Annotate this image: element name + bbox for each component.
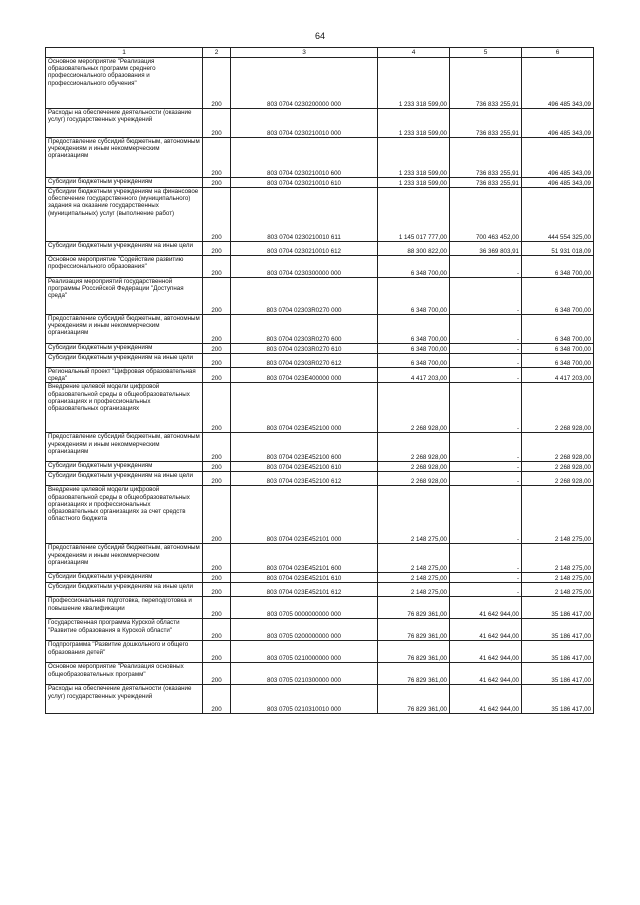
row-name-cell: Государственная программа Курской области "Развитие образования в Курской области" — [46, 619, 203, 641]
row-code-cell: 803 0704 02303R0270 600 — [231, 315, 378, 344]
row-value-4-cell: 4 417 203,00 — [378, 368, 450, 383]
row-name-cell: Субсидии бюджетным учреждениям на иные цели — [46, 583, 203, 597]
table-row — [46, 354, 594, 368]
row-column-2-cell: 200 — [203, 383, 231, 433]
row-value-5-cell: 41 642 944,00 — [450, 663, 522, 685]
row-value-6-cell: 6 348 700,00 — [522, 354, 594, 368]
row-column-2-cell: 200 — [203, 573, 231, 583]
row-code-cell: 803 0705 0200000000 000 — [231, 619, 378, 641]
row-value-4-cell: 6 348 700,00 — [378, 354, 450, 368]
row-name-cell: Основное мероприятие "Содействие развитию профессионального образования" — [46, 256, 203, 278]
row-value-4-cell: 1 233 318 599,00 — [378, 138, 450, 178]
table-row — [46, 619, 594, 641]
row-code-cell: 803 0704 0230210010 611 — [231, 188, 378, 242]
row-value-5-cell: 41 642 944,00 — [450, 619, 522, 641]
row-value-4-cell: 1 233 318 599,00 — [378, 58, 450, 109]
row-value-6-cell: 2 148 275,00 — [522, 486, 594, 544]
row-code-cell: 803 0704 0230200000 000 — [231, 58, 378, 109]
table-row — [46, 573, 594, 583]
row-value-4-cell: 76 829 361,00 — [378, 663, 450, 685]
row-name-cell: Внедрение целевой модели цифровой образовательной среды в общеобразовательных организациях и профессиональных образовательных организациях — [46, 383, 203, 433]
row-value-5-cell: 736 833 255,91 — [450, 58, 522, 109]
column-header-5: 5 — [450, 48, 522, 58]
row-code-cell: 803 0704 0230210010 610 — [231, 178, 378, 188]
row-value-4-cell: 6 348 700,00 — [378, 315, 450, 344]
row-column-2-cell: 200 — [203, 462, 231, 472]
row-code-cell: 803 0704 023E452100 000 — [231, 383, 378, 433]
row-code-cell: 803 0705 0210300000 000 — [231, 663, 378, 685]
row-column-2-cell: 200 — [203, 138, 231, 178]
row-value-6-cell: 2 148 275,00 — [522, 583, 594, 597]
row-column-2-cell: 200 — [203, 344, 231, 354]
row-value-4-cell: 2 268 928,00 — [378, 462, 450, 472]
row-value-4-cell: 1 233 318 599,00 — [378, 178, 450, 188]
row-value-4-cell: 2 268 928,00 — [378, 383, 450, 433]
row-value-6-cell: 2 268 928,00 — [522, 472, 594, 486]
row-value-4-cell: 6 348 700,00 — [378, 344, 450, 354]
column-header-2: 2 — [203, 48, 231, 58]
table-row — [46, 138, 594, 178]
table-row — [46, 472, 594, 486]
row-value-6-cell: 496 485 343,09 — [522, 109, 594, 138]
row-column-2-cell: 200 — [203, 178, 231, 188]
row-value-4-cell: 76 829 361,00 — [378, 685, 450, 714]
table-row — [46, 278, 594, 315]
row-value-5-cell: - — [450, 433, 522, 462]
row-code-cell: 803 0705 0210310010 000 — [231, 685, 378, 714]
row-column-2-cell: 200 — [203, 242, 231, 256]
row-value-6-cell: 496 485 343,09 — [522, 178, 594, 188]
row-value-5-cell: 700 463 452,00 — [450, 188, 522, 242]
table-row — [46, 663, 594, 685]
row-value-6-cell: 35 186 417,00 — [522, 619, 594, 641]
row-name-cell: Предоставление субсидий бюджетным, автономным учреждениям и иным некоммерческим организациям — [46, 544, 203, 573]
row-column-2-cell: 200 — [203, 597, 231, 619]
row-name-cell: Расходы на обеспечение деятельности (оказание услуг) государственных учреждений — [46, 685, 203, 714]
row-code-cell: 803 0704 0230210010 000 — [231, 109, 378, 138]
row-code-cell: 803 0704 023E452101 000 — [231, 486, 378, 544]
row-column-2-cell: 200 — [203, 58, 231, 109]
row-value-4-cell: 2 148 275,00 — [378, 486, 450, 544]
table-row — [46, 641, 594, 663]
row-value-5-cell: - — [450, 544, 522, 573]
row-value-6-cell: 51 931 018,09 — [522, 242, 594, 256]
row-name-cell: Основное мероприятие "Реализация образовательных программ среднего профессионального образования и профессионального обучения" — [46, 58, 203, 109]
row-value-5-cell: - — [450, 583, 522, 597]
row-name-cell: Предоставление субсидий бюджетным, автономным учреждениям и иным некоммерческим организациям — [46, 433, 203, 462]
row-value-6-cell: 35 186 417,00 — [522, 663, 594, 685]
row-code-cell: 803 0704 023E452100 600 — [231, 433, 378, 462]
row-column-2-cell: 200 — [203, 315, 231, 344]
row-column-2-cell: 200 — [203, 685, 231, 714]
row-value-6-cell: 35 186 417,00 — [522, 641, 594, 663]
row-column-2-cell: 200 — [203, 368, 231, 383]
row-value-4-cell: 76 829 361,00 — [378, 597, 450, 619]
row-value-6-cell: 496 485 343,09 — [522, 138, 594, 178]
row-name-cell: Основное мероприятие "Реализация основных общеобразовательных программ" — [46, 663, 203, 685]
row-name-cell: Субсидии бюджетным учреждениям — [46, 178, 203, 188]
row-value-5-cell: 36 369 803,91 — [450, 242, 522, 256]
row-value-5-cell: 41 642 944,00 — [450, 597, 522, 619]
row-value-5-cell: 41 642 944,00 — [450, 641, 522, 663]
row-name-cell: Субсидии бюджетным учреждениям на иные цели — [46, 472, 203, 486]
table-row — [46, 58, 594, 109]
row-value-6-cell: 2 268 928,00 — [522, 383, 594, 433]
column-header-4: 4 — [378, 48, 450, 58]
table-row — [46, 188, 594, 242]
table-row — [46, 178, 594, 188]
row-value-6-cell: 2 148 275,00 — [522, 573, 594, 583]
row-value-5-cell: - — [450, 278, 522, 315]
row-value-4-cell: 88 300 822,00 — [378, 242, 450, 256]
table-row — [46, 433, 594, 462]
row-value-5-cell: 736 833 255,91 — [450, 109, 522, 138]
row-column-2-cell: 200 — [203, 583, 231, 597]
row-value-5-cell: - — [450, 383, 522, 433]
row-code-cell: 803 0705 0210000000 000 — [231, 641, 378, 663]
row-value-4-cell: 2 268 928,00 — [378, 472, 450, 486]
row-column-2-cell: 200 — [203, 256, 231, 278]
table-row — [46, 256, 594, 278]
row-value-4-cell: 2 148 275,00 — [378, 573, 450, 583]
row-value-6-cell: 444 554 325,00 — [522, 188, 594, 242]
row-value-6-cell: 2 148 275,00 — [522, 544, 594, 573]
row-value-5-cell: 736 833 255,91 — [450, 138, 522, 178]
table-row — [46, 597, 594, 619]
row-code-cell: 803 0704 02303R0270 612 — [231, 354, 378, 368]
table-header-row — [46, 48, 594, 58]
table-row — [46, 315, 594, 344]
row-name-cell: Внедрение целевой модели цифровой образовательной среды в общеобразовательных организациях и профессиональных образовательных организациях за счет средств областного бюджета — [46, 486, 203, 544]
row-value-5-cell: - — [450, 368, 522, 383]
row-value-4-cell: 2 148 275,00 — [378, 544, 450, 573]
column-header-3: 3 — [231, 48, 378, 58]
table-row — [46, 462, 594, 472]
row-name-cell: Реализация мероприятий государственной программы Российской Федерации "Доступная среда" — [46, 278, 203, 315]
row-value-5-cell: - — [450, 462, 522, 472]
row-code-cell: 803 0704 0230210010 600 — [231, 138, 378, 178]
page-number: 64 — [314, 31, 325, 41]
row-column-2-cell: 200 — [203, 109, 231, 138]
row-value-6-cell: 6 348 700,00 — [522, 256, 594, 278]
table-row — [46, 486, 594, 544]
row-value-6-cell: 6 348 700,00 — [522, 315, 594, 344]
row-column-2-cell: 200 — [203, 486, 231, 544]
row-value-5-cell: - — [450, 486, 522, 544]
column-header-6: 6 — [522, 48, 594, 58]
row-value-4-cell: 76 829 361,00 — [378, 619, 450, 641]
row-value-4-cell: 1 233 318 599,00 — [378, 109, 450, 138]
row-value-5-cell: - — [450, 472, 522, 486]
row-value-6-cell: 35 186 417,00 — [522, 685, 594, 714]
row-value-4-cell: 6 348 700,00 — [378, 278, 450, 315]
row-value-5-cell: - — [450, 573, 522, 583]
row-code-cell: 803 0704 02303R0270 610 — [231, 344, 378, 354]
row-value-5-cell: - — [450, 256, 522, 278]
row-code-cell: 803 0704 0230300000 000 — [231, 256, 378, 278]
row-value-6-cell: 6 348 700,00 — [522, 344, 594, 354]
row-column-2-cell: 200 — [203, 544, 231, 573]
row-name-cell: Субсидии бюджетным учреждениям — [46, 573, 203, 583]
row-value-6-cell: 6 348 700,00 — [522, 278, 594, 315]
row-column-2-cell: 200 — [203, 278, 231, 315]
row-value-6-cell: 496 485 343,09 — [522, 58, 594, 109]
row-code-cell: 803 0704 023E400000 000 — [231, 368, 378, 383]
row-name-cell: Предоставление субсидий бюджетным, автономным учреждениям и иным некоммерческим организациям — [46, 315, 203, 344]
table-row — [46, 368, 594, 383]
row-value-5-cell: - — [450, 315, 522, 344]
row-name-cell: Расходы на обеспечение деятельности (оказание услуг) государственных учреждений — [46, 109, 203, 138]
table-row — [46, 685, 594, 714]
row-name-cell: Субсидии бюджетным учреждениям — [46, 344, 203, 354]
row-column-2-cell: 200 — [203, 619, 231, 641]
row-code-cell: 803 0704 023E452101 612 — [231, 583, 378, 597]
row-code-cell: 803 0704 02303R0270 000 — [231, 278, 378, 315]
table-row — [46, 544, 594, 573]
table-row — [46, 242, 594, 256]
row-value-4-cell: 76 829 361,00 — [378, 641, 450, 663]
table-row — [46, 583, 594, 597]
table-row — [46, 383, 594, 433]
row-value-5-cell: - — [450, 354, 522, 368]
row-column-2-cell: 200 — [203, 188, 231, 242]
row-name-cell: Субсидии бюджетным учреждениям — [46, 462, 203, 472]
row-name-cell: Профессиональная подготовка, переподготовка и повышение квалификации — [46, 597, 203, 619]
row-value-5-cell: - — [450, 344, 522, 354]
row-code-cell: 803 0704 023E452101 600 — [231, 544, 378, 573]
budget-table — [45, 47, 594, 714]
row-column-2-cell: 200 — [203, 641, 231, 663]
row-name-cell: Региональный проект "Цифровая образовательная среда" — [46, 368, 203, 383]
row-value-4-cell: 1 145 017 777,00 — [378, 188, 450, 242]
row-column-2-cell: 200 — [203, 472, 231, 486]
row-name-cell: Подпрограмма "Развитие дошкольного и общего образования детей" — [46, 641, 203, 663]
row-column-2-cell: 200 — [203, 433, 231, 462]
row-code-cell: 803 0704 023E452100 610 — [231, 462, 378, 472]
row-code-cell: 803 0704 023E452101 610 — [231, 573, 378, 583]
row-name-cell: Субсидии бюджетным учреждениям на финансовое обеспечение государственного (муниципального) задания на оказание государственных (муниципальных) услуг (выполнение работ) — [46, 188, 203, 242]
row-value-4-cell: 2 268 928,00 — [378, 433, 450, 462]
row-name-cell: Субсидии бюджетным учреждениям на иные цели — [46, 354, 203, 368]
column-header-1: 1 — [46, 48, 203, 58]
row-name-cell: Предоставление субсидий бюджетным, автономным учреждениям и иным некоммерческим организациям — [46, 138, 203, 178]
row-column-2-cell: 200 — [203, 663, 231, 685]
row-value-6-cell: 2 268 928,00 — [522, 462, 594, 472]
row-value-6-cell: 2 268 928,00 — [522, 433, 594, 462]
table-body — [46, 58, 594, 714]
table-row — [46, 344, 594, 354]
table-row — [46, 109, 594, 138]
row-value-5-cell: 41 642 944,00 — [450, 685, 522, 714]
row-code-cell: 803 0704 0230210010 612 — [231, 242, 378, 256]
row-value-6-cell: 35 186 417,00 — [522, 597, 594, 619]
row-value-4-cell: 2 148 275,00 — [378, 583, 450, 597]
row-value-5-cell: 736 833 255,91 — [450, 178, 522, 188]
row-code-cell: 803 0705 0000000000 000 — [231, 597, 378, 619]
row-code-cell: 803 0704 023E452100 612 — [231, 472, 378, 486]
row-value-4-cell: 6 348 700,00 — [378, 256, 450, 278]
row-column-2-cell: 200 — [203, 354, 231, 368]
row-value-6-cell: 4 417 203,00 — [522, 368, 594, 383]
row-name-cell: Субсидии бюджетным учреждениям на иные цели — [46, 242, 203, 256]
